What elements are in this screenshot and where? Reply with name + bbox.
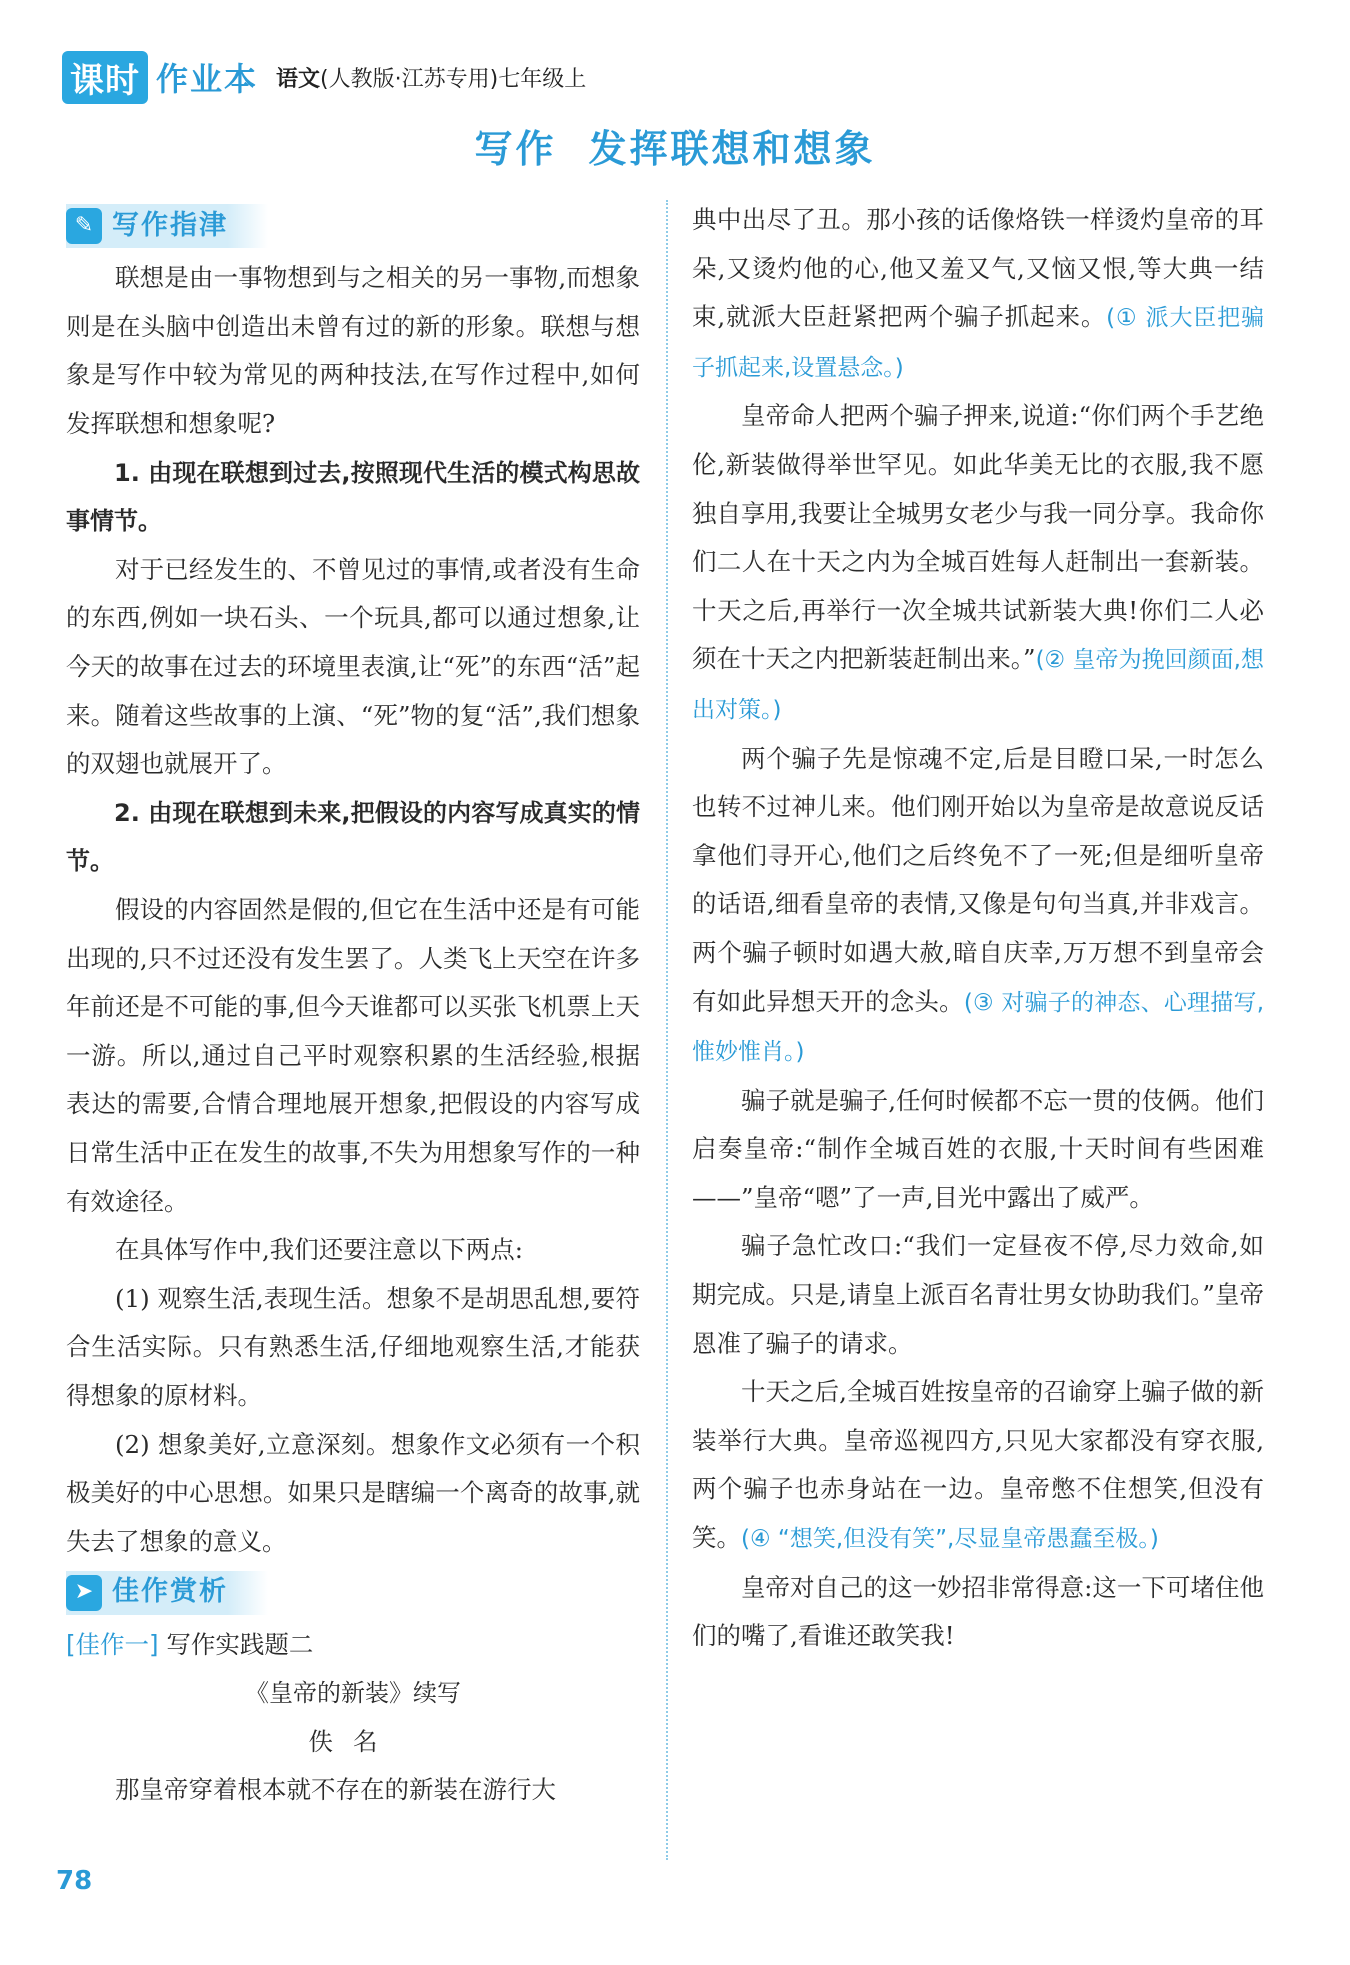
right-column [692, 196, 1264, 1661]
annotation: (④ “想笑,但没有笑”,尽显皇帝愚蠢至极。) [741, 1526, 1159, 1553]
method-heading: 1. 由现在联想到过去,按照现代生活的模式构思故事情节。 [66, 458, 640, 536]
paragraph: 假设的内容固然是假的,但它在生活中还是有可能出现的,只不过还没有发生罢了。人类飞上天空在许多年前还是不可能的事,但今天谁都可以买张飞机票上天一游。所以,通过自己平时观察积累的生活经验,根据表达的需要,合情合理地展开想象,把假设的内容写成日常生活中正在发生的故事,不失为用想象写作的一种有效途径。 [66, 895, 640, 1216]
essay-text: 两个骗子先是惊魂不定,后是目瞪口呆,一时怎么也转不过神儿来。他们刚开始以为皇帝是故意说反话拿他们寻开心,他们之后终免不了一死;但是细听皇帝的话语,细看皇帝的表情,又像是句句当真,并非戏言。两个骗子顿时如遇大赦,暗自庆幸,万万想不到皇帝会有如此异想天开的念头。 [692, 743, 1264, 1016]
paragraph [692, 735, 1264, 1077]
example-tag: [佳作一] [66, 1629, 159, 1659]
paragraph [692, 1368, 1264, 1563]
page-number: 78 [56, 1866, 93, 1896]
method-heading: 2. 由现在联想到未来,把假设的内容写成真实的情节。 [66, 798, 640, 876]
section-writing-guide [66, 204, 268, 248]
essay-text: 皇帝命人把两个骗子押来,说道:“你们两个手艺绝伦,新装做得举世罕见。如此华美无比的衣服,我不愿独自享用,我要让全城男女老少与我一同分享。我命你们二人在十天之内为全城百姓每人赶制出一套新装。十天之后,再举行一次全城共试新装大典!你们二人必须在十天之内把新装赶制出来。” [692, 401, 1264, 674]
left-column [66, 200, 640, 1815]
paragraph: 皇帝对自己的这一妙招非常得意:这一下可堵住他们的嘴了,看谁还敢笑我! [692, 1572, 1264, 1651]
title-part1: 写作 [474, 127, 557, 171]
essay-author: 佚名 [308, 1726, 398, 1756]
edition-info: (人教版·江苏专用)七年级上 [320, 66, 587, 92]
annotation: (① 派大臣把骗子抓起来,设置悬念。) [692, 305, 1264, 381]
logo-main: 课时 [62, 51, 148, 104]
paragraph [692, 196, 1264, 392]
section-title: 写作指津 [112, 210, 228, 241]
paragraph: 对于已经发生的、不曾见过的事情,或者没有生命的东西,例如一块石头、一个玩具,都可以通过想象,让今天的故事在过去的环境里表演,让“死”的东西“活”起来。随着这些故事的上演、“死”物的复“活”,我们想象的双翅也就展开了。 [66, 554, 640, 779]
section-title: 佳作赏析 [112, 1576, 228, 1608]
page-header [62, 52, 586, 102]
send-icon: ➤ [66, 1575, 102, 1611]
paragraph: 那皇帝穿着根本就不存在的新装在游行大 [115, 1775, 556, 1805]
essay-text: 典中出尽了丑。那小孩的话像烙铁一样烫灼皇帝的耳朵,又烫灼他的心,他又羞又气,又恼又恨,等大典一结束,就派大臣赶紧把两个骗子抓起来。 [692, 205, 1264, 332]
paragraph: (1) 观察生活,表现生活。想象不是胡思乱想,要符合生活实际。只有熟悉生活,仔细地观察生活,才能获得想象的原材料。 [66, 1283, 640, 1410]
subject-name: 语文 [276, 66, 321, 92]
annotation: (② 皇帝为挽回颜面,想出对策。) [692, 647, 1264, 723]
example-label [66, 1621, 640, 1670]
section-example-essay [66, 1571, 268, 1615]
title-part2: 发挥联想和想象 [588, 127, 876, 171]
paragraph: 骗子急忙改口:“我们一定昼夜不停,尽力效命,如期完成。只是,请皇上派百名青壮男女协助我们。”皇帝恩准了骗子的请求。 [692, 1231, 1264, 1358]
book-logo [62, 51, 258, 104]
essay-title: 《皇帝的新装》续写 [245, 1679, 461, 1708]
logo-sub: 作业本 [156, 60, 259, 98]
header-subject [276, 62, 586, 93]
paragraph: 联想是由一事物想到与之相关的另一事物,而想象则是在头脑中创造出未曾有过的新的形象。联想与想象是写作中较为常见的两种技法,在写作过程中,如何发挥联想和想象呢? [66, 263, 640, 439]
paragraph [692, 392, 1264, 734]
paragraph: 在具体写作中,我们还要注意以下两点: [115, 1235, 524, 1265]
annotation: (③ 对骗子的神态、心理描写,惟妙惟肖。) [692, 989, 1265, 1066]
example-task: 写作实践题二 [166, 1629, 314, 1659]
paragraph: 骗子就是骗子,任何时候都不忘一贯的伎俩。他们启奏皇帝:“制作全城百姓的衣服,十天时间有些困难——”皇帝“嗯”了一声,目光中露出了威严。 [692, 1085, 1264, 1212]
essay-text: 十天之后,全城百姓按皇帝的召谕穿上骗子做的新装举行大典。皇帝巡视四方,只见大家都没有穿衣服,两个骗子也赤身站在一边。皇帝憋不住想笑,但没有笑。 [692, 1377, 1264, 1553]
pen-icon: ✎ [66, 208, 102, 244]
page-title [0, 118, 1350, 173]
column-divider [666, 200, 668, 1860]
paragraph: (2) 想象美好,立意深刻。想象作文必须有一个积极美好的中心思想。如果只是瞎编一个离奇的故事,就失去了想象的意义。 [66, 1429, 640, 1556]
